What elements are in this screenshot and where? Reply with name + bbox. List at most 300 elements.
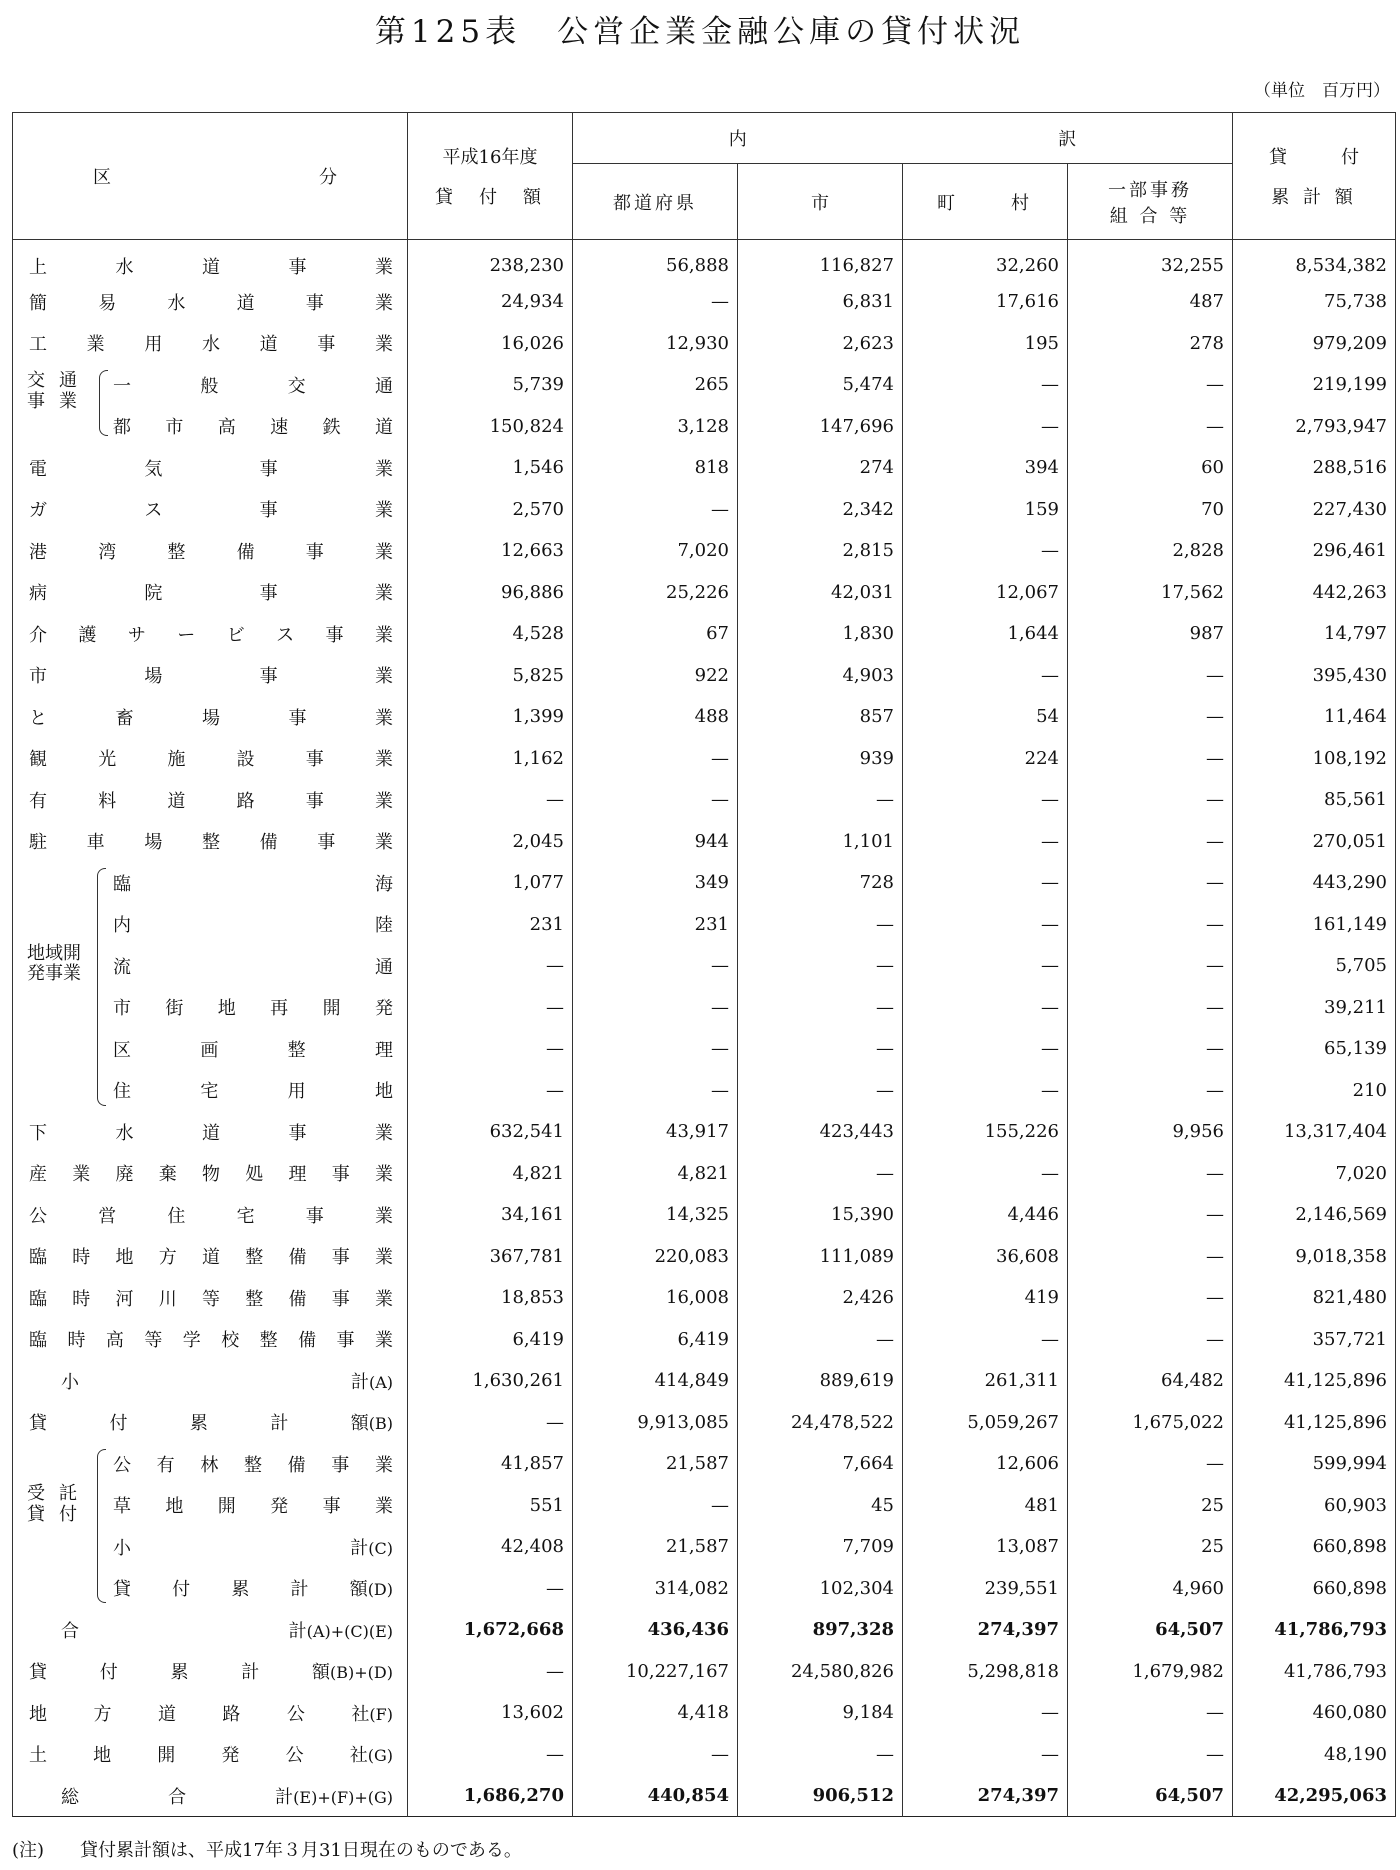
- header-breakdown: [573, 113, 1233, 164]
- label-char: 地: [374, 1081, 393, 1103]
- value-cell: 2,828: [1068, 530, 1233, 572]
- row-label-text: [29, 745, 393, 771]
- label-char: 介: [29, 624, 47, 646]
- label-char: 貸: [29, 1413, 47, 1435]
- label-char: 業: [72, 1164, 91, 1186]
- label-char: ガ: [29, 500, 47, 522]
- value-cell: 1,672,668: [408, 1609, 573, 1651]
- value-cell: —: [1068, 696, 1233, 738]
- value-cell: 85,561: [1233, 779, 1396, 821]
- value-cell: —: [573, 738, 738, 780]
- value-cell: 1,644: [903, 613, 1068, 655]
- table-row: [13, 1485, 1396, 1527]
- value-cell: 12,606: [903, 1443, 1068, 1485]
- value-cell: 821,480: [1233, 1277, 1396, 1319]
- label-char: 事: [317, 334, 336, 356]
- value-cell: 24,580,826: [738, 1651, 903, 1693]
- label-char: 備: [287, 1454, 306, 1476]
- value-cell: 25: [1068, 1526, 1233, 1568]
- group-char: 通: [59, 370, 77, 391]
- header-h16-loan: [408, 113, 573, 240]
- value-cell: 224: [903, 738, 1068, 780]
- header-town-village: [903, 164, 1068, 240]
- label-char: 額: [350, 1413, 369, 1435]
- value-cell: 13,317,404: [1233, 1111, 1396, 1153]
- label-char: 地: [217, 998, 236, 1020]
- table-row: [13, 613, 1396, 655]
- label-char: 高: [105, 1330, 124, 1352]
- label-char: 合: [168, 1786, 187, 1808]
- table-title: 第125表 公営企業金融公庫の貸付状況: [374, 14, 1026, 50]
- value-cell: 11,464: [1233, 696, 1396, 738]
- group-regional: 地域開発事業: [27, 943, 81, 984]
- label-char: 総: [61, 1786, 79, 1808]
- label-char: 臨: [29, 1288, 47, 1310]
- unit-label: （単位 百万円）: [1254, 81, 1390, 101]
- value-cell: 4,960: [1068, 1568, 1233, 1610]
- label-char: 校: [221, 1330, 240, 1352]
- table-row: [13, 862, 1396, 904]
- label-char: 地: [29, 1703, 47, 1725]
- value-cell: —: [573, 945, 738, 987]
- row-label-text: [29, 496, 393, 522]
- value-cell: —: [903, 945, 1068, 987]
- row-label: [13, 613, 408, 655]
- header-h16-line1: 平成16年度: [442, 147, 538, 168]
- table-row: [13, 1775, 1396, 1817]
- value-cell: —: [408, 1028, 573, 1070]
- label-char: 道: [167, 790, 186, 812]
- row-label-text: [29, 1285, 393, 1311]
- value-cell: 12,663: [408, 530, 573, 572]
- label-last-group: [351, 1368, 393, 1394]
- value-cell: 1,630,261: [408, 1360, 573, 1402]
- row-label-text: [29, 1658, 393, 1684]
- row-label: [13, 1526, 408, 1568]
- value-cell: 274,397: [903, 1775, 1068, 1817]
- value-cell: 21,587: [573, 1443, 738, 1485]
- label-char: 流: [113, 956, 131, 978]
- value-cell: 238,230: [408, 240, 573, 282]
- value-cell: —: [408, 1568, 573, 1610]
- header-category-2: 分: [319, 167, 337, 188]
- value-cell: 14,325: [573, 1194, 738, 1236]
- value-cell: 219,199: [1233, 364, 1396, 406]
- value-cell: 8,534,382: [1233, 240, 1396, 282]
- label-char: 公: [29, 1205, 47, 1227]
- value-cell: 632,541: [408, 1111, 573, 1153]
- label-char: 料: [98, 790, 117, 812]
- row-label-text: [29, 621, 393, 647]
- label-char: 事: [317, 832, 336, 854]
- value-cell: 111,089: [738, 1236, 903, 1278]
- value-cell: 2,045: [408, 821, 573, 863]
- label-char: 整: [287, 1039, 306, 1061]
- row-label-text: [113, 1036, 393, 1062]
- value-cell: 349: [573, 862, 738, 904]
- value-cell: 551: [408, 1485, 573, 1527]
- label-char: 事: [288, 256, 307, 278]
- label-char: 一: [113, 375, 131, 397]
- value-cell: —: [738, 1070, 903, 1112]
- label-char: 場: [202, 707, 220, 729]
- label-char: 地: [165, 1496, 184, 1518]
- row-label-text: [61, 1783, 393, 1809]
- value-cell: —: [573, 489, 738, 531]
- label-char: 都: [113, 417, 131, 439]
- label-char: 計: [350, 1371, 369, 1393]
- row-label-text: [29, 1160, 393, 1186]
- value-cell: —: [573, 987, 738, 1029]
- label-char: 宅: [236, 1205, 255, 1227]
- label-char: 道: [374, 417, 393, 439]
- table-row: [13, 696, 1396, 738]
- row-label: [13, 240, 408, 282]
- label-char: 棄: [158, 1164, 177, 1186]
- value-cell: 65,139: [1233, 1028, 1396, 1070]
- label-char: ス: [144, 500, 163, 522]
- row-label-text: [113, 1077, 393, 1103]
- value-cell: 12,930: [573, 323, 738, 365]
- label-char: 高: [217, 417, 236, 439]
- label-char: 業: [374, 1205, 393, 1227]
- group-char: 事: [27, 391, 45, 412]
- value-cell: 13,602: [408, 1692, 573, 1734]
- row-label: [13, 1609, 408, 1651]
- row-label-text: [113, 870, 393, 896]
- header-cumulative-line2: 累 計 額: [1271, 187, 1357, 208]
- label-char: ス: [276, 624, 295, 646]
- label-char: 臨: [29, 1247, 47, 1269]
- label-char: 上: [29, 256, 47, 278]
- label-char: 道: [236, 292, 255, 314]
- row-label-text: [113, 1575, 393, 1601]
- header-village: 村: [1011, 192, 1029, 214]
- label-char: 備: [259, 832, 278, 854]
- label-char: 事: [259, 583, 278, 605]
- value-cell: 4,903: [738, 655, 903, 697]
- value-cell: 17,616: [903, 281, 1068, 323]
- table-row: [13, 1277, 1396, 1319]
- value-cell: —: [1068, 1734, 1233, 1776]
- label-char: 業: [374, 292, 393, 314]
- row-label: [13, 364, 408, 412]
- header-category: [13, 113, 408, 240]
- header-h16-line2: 貸 付 額: [435, 187, 545, 208]
- label-char: 事: [288, 707, 307, 729]
- value-cell: —: [1068, 1236, 1233, 1278]
- header-partial-line2: 組 合 等: [1109, 205, 1191, 227]
- label-char: 整: [259, 1330, 278, 1352]
- value-cell: 5,474: [738, 364, 903, 406]
- label-char: 業: [374, 458, 393, 480]
- label-char: 事: [325, 624, 344, 646]
- value-cell: 161,149: [1233, 904, 1396, 946]
- value-cell: 897,328: [738, 1609, 903, 1651]
- row-label: [13, 1319, 408, 1361]
- value-cell: 108,192: [1233, 738, 1396, 780]
- label-char: 事: [331, 1164, 350, 1186]
- label-char: 計: [275, 1786, 294, 1808]
- value-cell: 6,831: [738, 281, 903, 323]
- row-label-text: [113, 911, 393, 937]
- label-last-group: [289, 1617, 393, 1643]
- label-char: 道: [157, 1703, 176, 1725]
- value-cell: 1,830: [738, 613, 903, 655]
- label-char: 事: [331, 1454, 350, 1476]
- label-char: 宅: [200, 1081, 219, 1103]
- label-suffix: (A)+(C)(E): [306, 1621, 393, 1641]
- label-char: 整: [245, 1247, 264, 1269]
- label-char: 開: [157, 1745, 176, 1767]
- label-char: 住: [167, 1205, 186, 1227]
- label-char: 付: [99, 1662, 118, 1684]
- value-cell: 102,304: [738, 1568, 903, 1610]
- value-cell: 288,516: [1233, 447, 1396, 489]
- row-label: [13, 1568, 408, 1610]
- label-char: 業: [374, 334, 393, 356]
- label-suffix: (E)+(F)+(G): [293, 1787, 393, 1807]
- value-cell: 1,546: [408, 447, 573, 489]
- value-cell: —: [408, 987, 573, 1029]
- row-label: [13, 1651, 408, 1693]
- row-label-text: [29, 1700, 393, 1726]
- label-char: 計: [270, 1413, 289, 1435]
- value-cell: 10,227,167: [573, 1651, 738, 1693]
- label-suffix: (B)+(D): [330, 1663, 393, 1683]
- value-cell: 419: [903, 1277, 1068, 1319]
- label-char: 水: [201, 334, 220, 356]
- value-cell: —: [903, 1028, 1068, 1070]
- value-cell: 987: [1068, 613, 1233, 655]
- label-char: 事: [259, 458, 278, 480]
- label-char: 道: [202, 1247, 220, 1269]
- label-char: 車: [86, 832, 105, 854]
- value-cell: 2,342: [738, 489, 903, 531]
- header-cumulative-1a: 貸: [1269, 147, 1287, 168]
- value-cell: 728: [738, 862, 903, 904]
- label-char: 開: [322, 998, 341, 1020]
- label-char: 林: [200, 1454, 219, 1476]
- value-cell: —: [1068, 862, 1233, 904]
- row-label: [13, 1236, 408, 1278]
- row-label: [13, 281, 408, 323]
- value-cell: —: [1068, 1443, 1233, 1485]
- row-label: [13, 1028, 408, 1070]
- label-char: 小: [61, 1371, 79, 1393]
- row-label: [13, 1443, 408, 1525]
- label-char: 業: [375, 1288, 393, 1310]
- row-label-text: [29, 253, 393, 279]
- label-last-group: [350, 1534, 393, 1560]
- value-cell: 818: [573, 447, 738, 489]
- label-char: 備: [288, 1288, 307, 1310]
- label-char: 合: [61, 1620, 79, 1642]
- value-cell: —: [1068, 406, 1233, 448]
- label-char: 設: [236, 749, 255, 771]
- table-row: [13, 1194, 1396, 1236]
- row-label-text: [61, 1617, 393, 1643]
- table-body: [13, 240, 1396, 1817]
- label-char: 業: [374, 832, 393, 854]
- label-char: 発: [270, 1496, 289, 1518]
- value-cell: 460,080: [1233, 1692, 1396, 1734]
- label-char: 気: [144, 458, 163, 480]
- value-cell: 16,008: [573, 1277, 738, 1319]
- label-char: 事: [259, 666, 278, 688]
- label-char: 物: [202, 1164, 220, 1186]
- row-label-text: [113, 953, 393, 979]
- table-row: [13, 1526, 1396, 1568]
- value-cell: 48,190: [1233, 1734, 1396, 1776]
- value-cell: —: [903, 862, 1068, 904]
- label-char: 内: [113, 915, 131, 937]
- value-cell: —: [1068, 1028, 1233, 1070]
- value-cell: 159: [903, 489, 1068, 531]
- value-cell: 357,721: [1233, 1319, 1396, 1361]
- group-char: 付: [59, 1504, 77, 1525]
- label-char: 備: [288, 1247, 307, 1269]
- label-suffix: (D): [367, 1580, 393, 1600]
- row-label: [13, 1194, 408, 1236]
- value-cell: 1,675,022: [1068, 1402, 1233, 1444]
- label-char: 地: [115, 1247, 134, 1269]
- row-label-text: [113, 413, 393, 439]
- value-cell: 239,551: [903, 1568, 1068, 1610]
- table-row: [13, 738, 1396, 780]
- value-cell: 147,696: [738, 406, 903, 448]
- row-label-text: [29, 1409, 393, 1435]
- label-char: 簡: [29, 292, 47, 314]
- value-cell: 17,562: [1068, 572, 1233, 614]
- value-cell: 979,209: [1233, 323, 1396, 365]
- value-cell: 1,077: [408, 862, 573, 904]
- value-cell: 4,821: [573, 1153, 738, 1195]
- value-cell: 18,853: [408, 1277, 573, 1319]
- table-row: [13, 1111, 1396, 1153]
- value-cell: —: [738, 1153, 903, 1195]
- label-char: 業: [375, 256, 393, 278]
- label-char: 区: [113, 1039, 131, 1061]
- table-row: [13, 1651, 1396, 1693]
- value-cell: 41,125,896: [1233, 1360, 1396, 1402]
- row-label: [13, 530, 408, 572]
- label-char: 業: [374, 666, 393, 688]
- label-char: 草: [113, 1496, 131, 1518]
- value-cell: 32,260: [903, 240, 1068, 282]
- value-cell: —: [1068, 1194, 1233, 1236]
- value-cell: 889,619: [738, 1360, 903, 1402]
- value-cell: —: [738, 1734, 903, 1776]
- value-cell: —: [1068, 904, 1233, 946]
- label-char: 事: [259, 500, 278, 522]
- label-last-group: [350, 1575, 393, 1601]
- label-last-group: [350, 1741, 393, 1767]
- table-row: [13, 1070, 1396, 1112]
- group-char: 託: [59, 1483, 77, 1504]
- label-char: 方: [158, 1247, 177, 1269]
- value-cell: 41,125,896: [1233, 1402, 1396, 1444]
- header-town: 町: [937, 192, 955, 214]
- value-cell: —: [1068, 987, 1233, 1029]
- header-prefecture: 都道府県: [573, 164, 738, 240]
- label-suffix: (A): [368, 1372, 393, 1392]
- label-char: 事: [322, 1496, 341, 1518]
- label-char: 事: [331, 1247, 350, 1269]
- label-char: 貸: [113, 1579, 131, 1601]
- header-city: 市: [738, 164, 903, 240]
- label-char: 発: [221, 1745, 240, 1767]
- row-label: [13, 1692, 408, 1734]
- label-char: 業: [375, 1164, 393, 1186]
- label-char: 等: [144, 1330, 163, 1352]
- label-char: 貸: [29, 1662, 47, 1684]
- value-cell: —: [1068, 945, 1233, 987]
- header-partial-line1: 一部事務: [1108, 179, 1192, 201]
- value-cell: 440,854: [573, 1775, 738, 1817]
- row-label: [13, 1070, 408, 1112]
- value-cell: 150,824: [408, 406, 573, 448]
- table-header: [13, 113, 1396, 240]
- value-cell: —: [1068, 1070, 1233, 1112]
- label-char: 事: [305, 749, 324, 771]
- header-cumulative: [1233, 113, 1396, 240]
- value-cell: —: [738, 779, 903, 821]
- label-char: 水: [115, 1122, 134, 1144]
- table-row: [13, 1443, 1396, 1485]
- value-cell: 231: [573, 904, 738, 946]
- row-label: [13, 1277, 408, 1319]
- label-char: 学: [182, 1330, 201, 1352]
- label-char: 業: [374, 500, 393, 522]
- value-cell: 64,507: [1068, 1609, 1233, 1651]
- label-char: 時: [72, 1288, 91, 1310]
- label-char: 事: [305, 292, 324, 314]
- label-last-group: [275, 1783, 393, 1809]
- label-char: 市: [29, 666, 47, 688]
- value-cell: —: [903, 987, 1068, 1029]
- group-char: 業: [59, 391, 77, 412]
- value-cell: —: [1068, 655, 1233, 697]
- label-char: 開: [217, 1496, 236, 1518]
- value-cell: 60: [1068, 447, 1233, 489]
- label-char: 路: [236, 790, 255, 812]
- value-cell: 5,298,818: [903, 1651, 1068, 1693]
- value-cell: 220,083: [573, 1236, 738, 1278]
- label-char: 市: [113, 998, 131, 1020]
- value-cell: 394: [903, 447, 1068, 489]
- value-cell: 41,786,793: [1233, 1609, 1396, 1651]
- label-char: 理: [374, 1039, 393, 1061]
- table-row: [13, 1360, 1396, 1402]
- label-char: 港: [29, 541, 47, 563]
- group-char: 交: [27, 370, 45, 391]
- label-char: 住: [113, 1081, 131, 1103]
- value-cell: 7,664: [738, 1443, 903, 1485]
- label-char: 鉄: [322, 417, 341, 439]
- row-label-text: [29, 1326, 393, 1352]
- header-breakdown-1: 内: [728, 129, 747, 150]
- group-char: 受: [27, 1483, 45, 1504]
- label-last-group: [351, 1700, 393, 1726]
- table-row: [13, 1319, 1396, 1361]
- table-row: [13, 945, 1396, 987]
- label-suffix: (C): [368, 1538, 393, 1558]
- label-char: 備: [236, 541, 255, 563]
- label-char: 業: [375, 1122, 393, 1144]
- value-cell: 9,913,085: [573, 1402, 738, 1444]
- table-row: [13, 821, 1396, 863]
